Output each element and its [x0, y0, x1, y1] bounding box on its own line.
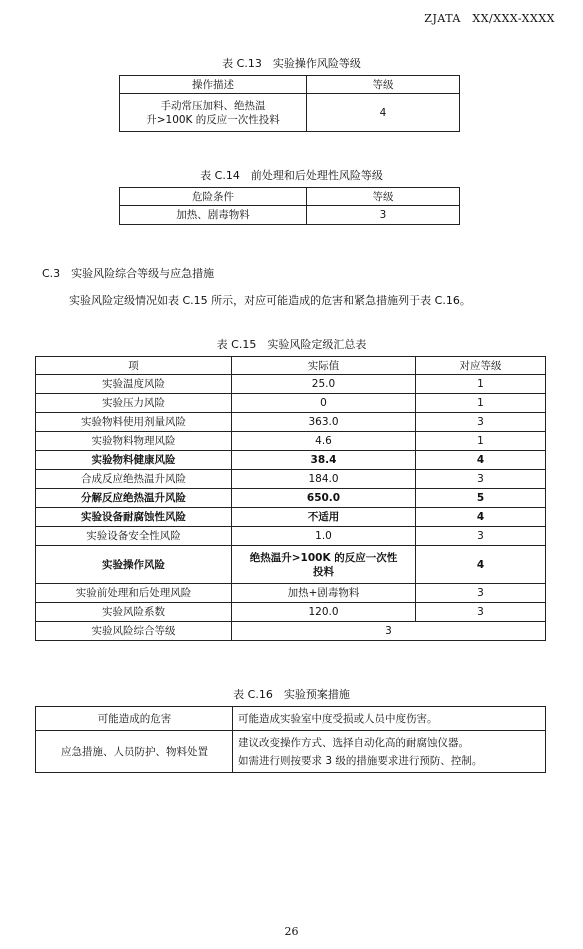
table-cell: 0	[232, 394, 416, 413]
table-cell: 363.0	[232, 413, 416, 432]
table-cell: 1	[416, 394, 546, 413]
table-cell: 25.0	[232, 375, 416, 394]
table-cell: 加热+剧毒物料	[232, 584, 416, 603]
table-cell: 3	[416, 584, 546, 603]
table-cell: 3	[416, 413, 546, 432]
table-cell	[120, 94, 307, 132]
op-value-line1: 绝热温升>100K 的反应一次性	[249, 551, 398, 564]
table-header: 实际值	[232, 357, 416, 375]
table-cell: 3	[416, 527, 546, 546]
table-cell: 应急措施、人员防护、物料处置	[36, 731, 233, 773]
table-row	[36, 432, 546, 451]
table-row	[36, 470, 546, 489]
table-header: 操作描述	[120, 76, 307, 94]
table-c15	[35, 356, 546, 641]
table-cell: 120.0	[232, 603, 416, 622]
table-cell: 1	[416, 375, 546, 394]
table-header: 等级	[307, 188, 460, 206]
paragraph: 实验风险定级情况如表 C.15 所示，对应可能造成的危害和紧急措施列于表 C.16。	[69, 294, 471, 307]
op-value-line2: 投料	[313, 565, 334, 578]
table-cell: 实验风险综合等级	[36, 622, 232, 641]
table-cell: 实验前处理和后处理风险	[36, 584, 232, 603]
table-row	[36, 375, 546, 394]
table-c15-caption: 表 C.15 实验风险定级汇总表	[216, 338, 367, 351]
table-cell: 实验设备耐腐蚀性风险	[36, 508, 232, 527]
table-cell: 可能造成实验室中度受损或人员中度伤害。	[233, 707, 546, 731]
table-c16-caption: 表 C.16 实验预案措施	[233, 688, 350, 701]
measure-line1: 建议改变操作方式、选择自动化高的耐腐蚀仪器。	[238, 736, 469, 749]
table-cell: 实验温度风险	[36, 375, 232, 394]
table-row	[36, 451, 546, 470]
table-header: 危险条件	[120, 188, 307, 206]
table-cell: 4	[416, 451, 546, 470]
table-c14-caption: 表 C.14 前处理和后处理性风险等级	[200, 169, 383, 182]
table-header: 对应等级	[416, 357, 546, 375]
table-cell: 实验物料健康风险	[36, 451, 232, 470]
op-desc-line1: 手动常压加料、绝热温	[160, 99, 266, 112]
table-row	[36, 603, 546, 622]
table-c13-caption: 表 C.13 实验操作风险等级	[222, 57, 361, 70]
table-cell: 3	[232, 622, 546, 641]
table-cell	[233, 731, 546, 773]
table-cell: 不适用	[232, 508, 416, 527]
table-cell: 合成反应绝热温升风险	[36, 470, 232, 489]
page-number: 26	[284, 925, 299, 938]
table-c14	[119, 187, 460, 225]
table-cell: 4	[416, 508, 546, 527]
table-cell: 4.6	[232, 432, 416, 451]
table-cell: 3	[416, 603, 546, 622]
measure-line2: 如需进行则按要求 3 级的措施要求进行预防、控制。	[238, 754, 483, 767]
table-row	[36, 546, 546, 584]
table-cell: 1.0	[232, 527, 416, 546]
table-c16	[35, 706, 546, 773]
table-cell: 4	[416, 546, 546, 584]
table-row	[36, 413, 546, 432]
table-row	[36, 622, 546, 641]
table-cell: 分解反应绝热温升风险	[36, 489, 232, 508]
table-row	[36, 527, 546, 546]
table-cell	[232, 546, 416, 584]
table-cell: 实验设备安全性风险	[36, 527, 232, 546]
table-cell: 加热、剧毒物料	[120, 206, 307, 225]
table-row	[36, 508, 546, 527]
table-header: 等级	[307, 76, 460, 94]
table-header: 项	[36, 357, 232, 375]
table-row	[36, 489, 546, 508]
table-c13	[119, 75, 460, 132]
table-row	[36, 394, 546, 413]
table-cell: 实验风险系数	[36, 603, 232, 622]
table-cell: 实验物料物理风险	[36, 432, 232, 451]
table-cell: 3	[416, 470, 546, 489]
table-cell: 650.0	[232, 489, 416, 508]
table-cell: 1	[416, 432, 546, 451]
table-cell: 实验压力风险	[36, 394, 232, 413]
table-cell: 3	[307, 206, 460, 225]
table-cell: 4	[307, 94, 460, 132]
table-cell: 38.4	[232, 451, 416, 470]
table-cell: 5	[416, 489, 546, 508]
section-heading: C.3 实验风险综合等级与应急措施	[42, 267, 215, 280]
table-cell: 可能造成的危害	[36, 707, 233, 731]
document-code: ZJATA XX/XXX-XXXX	[424, 12, 555, 25]
table-cell: 实验物料使用剂量风险	[36, 413, 232, 432]
op-desc-line2: 升>100K 的反应一次性投料	[146, 113, 280, 126]
table-row	[36, 584, 546, 603]
table-cell: 实验操作风险	[36, 546, 232, 584]
table-cell: 184.0	[232, 470, 416, 489]
